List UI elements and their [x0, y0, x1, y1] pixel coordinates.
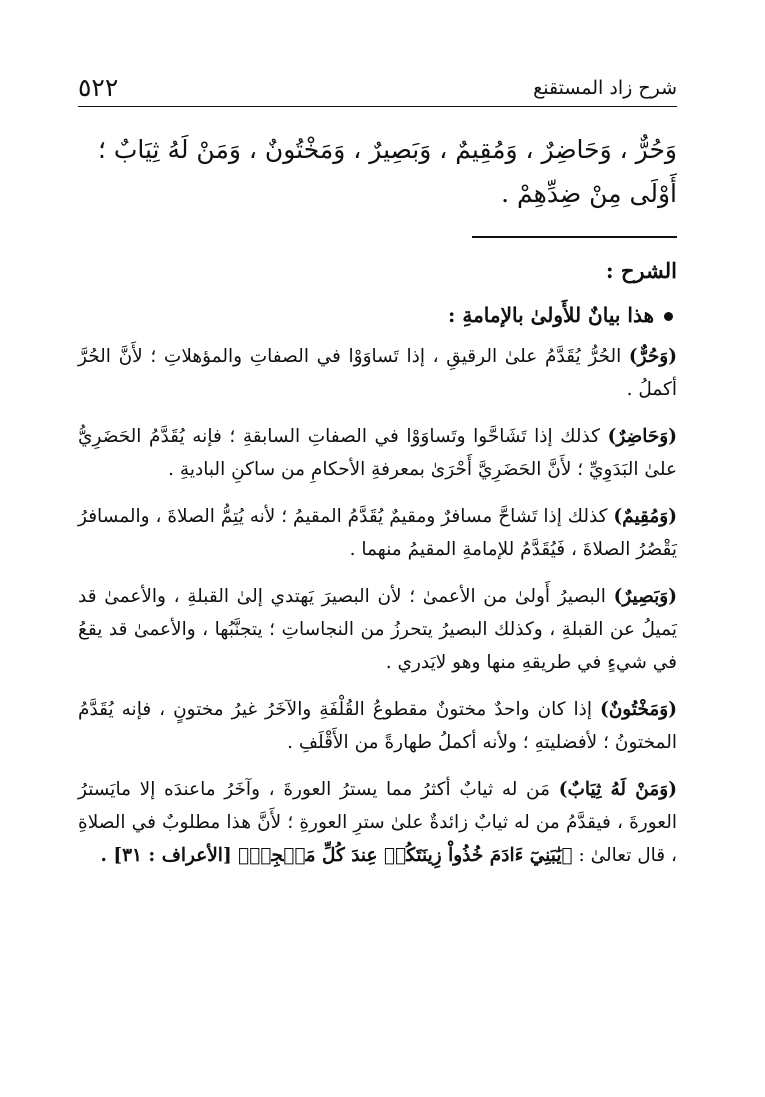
paragraph-hurr-text: الحُرُّ يُقَدَّمُ علىٰ الرقيقِ ، إذا تَساوَوْا في الصفاتِ والمؤهلاتِ ؛ لأَنَّ الحُرَّ أكملُ .: [78, 346, 677, 400]
matn-text: [78, 128, 677, 216]
bullet-dot-icon: [664, 312, 673, 321]
paragraph-hurr: [78, 340, 677, 406]
running-title: شرح زاد المستقنع: [533, 77, 677, 99]
term-muqim: (وَمُقِيمٌ): [613, 506, 677, 527]
paragraph-basir: [78, 580, 677, 679]
quran-reference: [الأعراف : ٣١] .: [100, 845, 239, 866]
paragraph-thiyab-text: مَن له ثيابٌ أكثرُ مما يسترُ العورةَ ، وآخَرُ ماعندَه إلا مايَسترُ العورةَ ، فيقدَّمُ من له ثيابٌ زائدةٌ علىٰ سترِ العورةِ ؛ لأَنَّ هذا مطلوبٌ في الصلاةِ ، قال تعالىٰ :: [78, 779, 677, 866]
paragraph-thiyab: [78, 773, 677, 872]
bullet-heading: [78, 298, 677, 332]
term-hadir: (وَحَاضِرٌ): [607, 426, 677, 447]
term-hurr: (وَحُرٌّ): [628, 346, 677, 367]
page-content: [78, 128, 677, 886]
paragraph-muqim-text: كذلك إذا تَشاحَّ مسافرٌ ومقيمٌ يُقَدَّمُ المقيمُ ؛ لأنه يُتِمُّ الصلاةَ ، والمسافرُ يَقْصُرُ الصلاةَ ، فَيُقَدَّمُ للإمامةِ المقيمُ منهما .: [78, 506, 677, 560]
paragraph-makhtun: [78, 693, 677, 759]
quran-verse: ﴿يَٰبَنِيٓ ءَادَمَ خُذُواْ زِينَتَكُمۡ عِندَ كُلِّ مَسۡجِدٖ﴾: [238, 845, 573, 866]
page-header: [78, 58, 677, 107]
paragraph-muqim: [78, 500, 677, 566]
paragraph-hadir-text: كذلك إذا تَشَاحَّوا وتَساوَوْا في الصفاتِ السابقةِ ؛ فإنه يُقَدَّمُ الحَضَرِيُّ علىٰ البَدَوِيِّ ؛ لأَنَّ الحَضَرِيَّ أَحْرَىٰ بمعرفةِ الأحكامِ من ساكنِ الباديةِ .: [78, 426, 677, 480]
paragraph-hadir: [78, 420, 677, 486]
matn-line-1: وَحُرٌّ ، وَحَاضِرٌ ، وَمُقِيمٌ ، وَبَصِيرٌ ، وَمَخْتُونٌ ، وَمَنْ لَهُ ثِيَابٌ ؛: [97, 135, 677, 164]
term-makhtun: (وَمَخْتُونٌ): [599, 699, 677, 720]
matn-line-2: أَوْلَى مِنْ ضِدِّهِمْ .: [501, 179, 677, 208]
matn-separator: [472, 236, 677, 238]
term-thiyab: (وَمَنْ لَهُ ثِيَابٌ): [558, 779, 677, 800]
term-basir: (وَبَصِيرٌ): [613, 586, 677, 607]
paragraph-basir-text: البصيرُ أَولىٰ من الأعمىٰ ؛ لأن البصيرَ يَهتدي إلىٰ القبلةِ ، والأعمىٰ قد يَميلُ عن القبلةِ ، وكذلك البصيرُ يتحرزُ من النجاساتِ ؛ يتجنَّبُها ، والأعمىٰ قد يقعُ في شيءٍ في طريقهِ منها وهو لايَدري .: [78, 586, 677, 673]
paragraph-makhtun-text: إذا كان واحدٌ مختونٌ مقطوعُ القُلْفَةِ والآخَرُ غيرُ مختونٍ ، فإنه يُقَدَّمُ المختونُ ؛ لأفضليتهِ ؛ ولأنه أكملُ طهارةً من الأَقْلَفِ .: [78, 699, 677, 753]
sharh-title: الشرح :: [605, 258, 677, 283]
page-number: ٥٢٢: [78, 73, 119, 102]
bullet-heading-text: هذا بيانٌ للأَولىٰ بالإمامةِ :: [448, 303, 654, 327]
